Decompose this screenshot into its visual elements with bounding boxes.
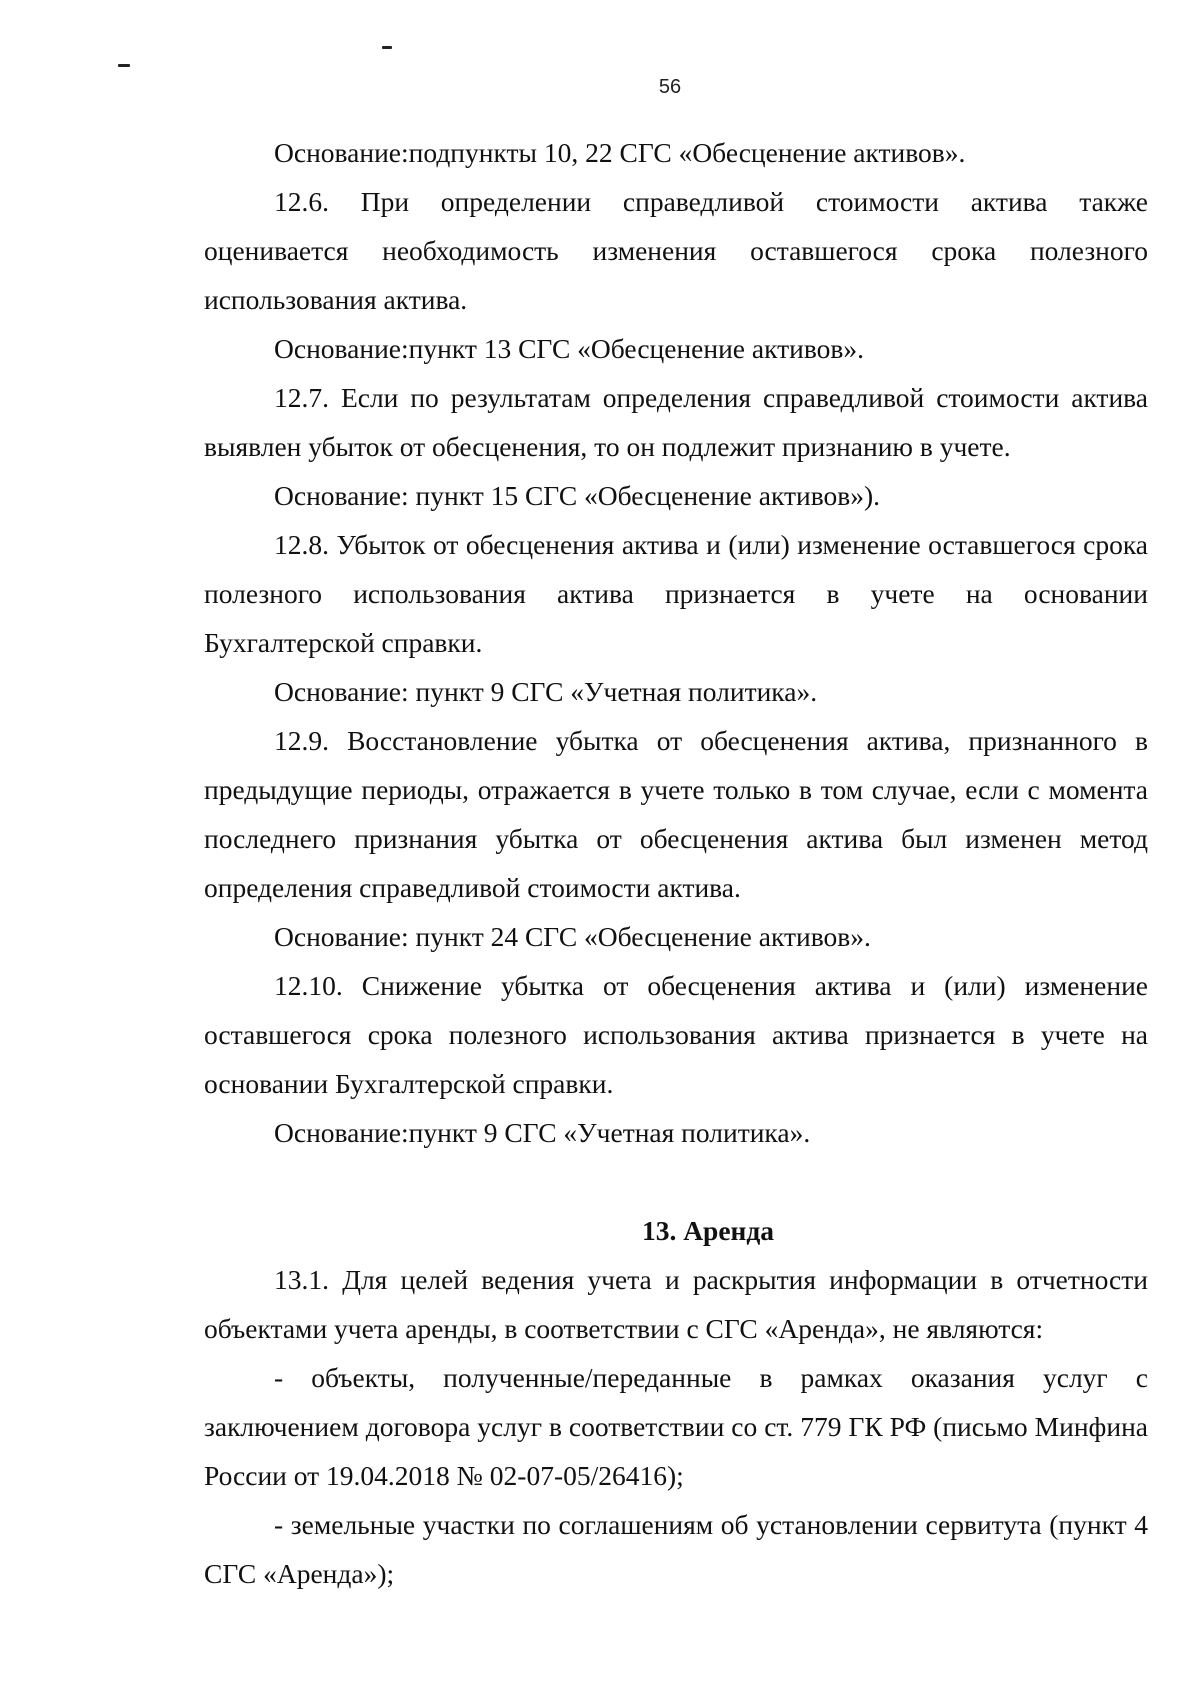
basis-paragraph: Основание: пункт 9 СГС «Учетная политика». (274, 676, 818, 707)
list-item: - земельные участки по соглашениям об установлении сервитута (пункт 4 СГС «Аренда»); (204, 1509, 1148, 1589)
list-item: - объекты, полученные/переданные в рамках оказания услуг с заключением договора услуг в соответствии со ст. 779 ГК РФ (письмо Минфина России от 19.04.2018 № 02-07-05/26416); (204, 1362, 1148, 1491)
clause-paragraph: 12.10. Снижение убытка от обесценения актива и (или) изменение оставшегося срока полезного использования актива признается в учете на основании Бухгалтерской справки. (204, 970, 1148, 1099)
basis-paragraph: Основание:пункт 13 СГС «Обесценение активов». (274, 333, 864, 364)
section-title: 13. Аренда (641, 1215, 775, 1246)
basis-paragraph: Основание: пункт 24 СГС «Обесценение активов». (274, 921, 871, 952)
basis-paragraph: Основание:подпункты 10, 22 СГС «Обесценение активов». (274, 137, 966, 168)
clause-paragraph: 12.6. При определении справедливой стоимости актива также оценивается необходимость изменения оставшегося срока полезного использования актива. (204, 186, 1148, 315)
clause-paragraph: 12.9. Восстановление убытка от обесценения актива, признанного в предыдущие периоды, отражается в учете только в том случае, если с момента последнего признания убытка от обесценения актива был изменен метод определения справедливой стоимости актива. (204, 725, 1148, 903)
document-body (204, 128, 1148, 1598)
clause-paragraph: 13.1. Для целей ведения учета и раскрытия информации в отчетности объектами учета аренды, в соответствии с СГС «Аренда», не являются: (204, 1264, 1148, 1344)
basis-paragraph: Основание:пункт 9 СГС «Учетная политика». (274, 1117, 811, 1148)
clause-paragraph: 12.7. Если по результатам определения справедливой стоимости актива выявлен убыток от обесценения, то он подлежит признанию в учете. (204, 382, 1148, 462)
scan-artifact-mark (382, 46, 392, 49)
clause-paragraph: 12.8. Убыток от обесценения актива и (или) изменение оставшегося срока полезного использования актива признается в учете на основании Бухгалтерской справки. (204, 529, 1148, 658)
scan-artifact-mark (118, 64, 130, 67)
basis-paragraph: Основание: пункт 15 СГС «Обесценение активов»). (274, 480, 881, 511)
page-number: 56 (658, 76, 682, 98)
